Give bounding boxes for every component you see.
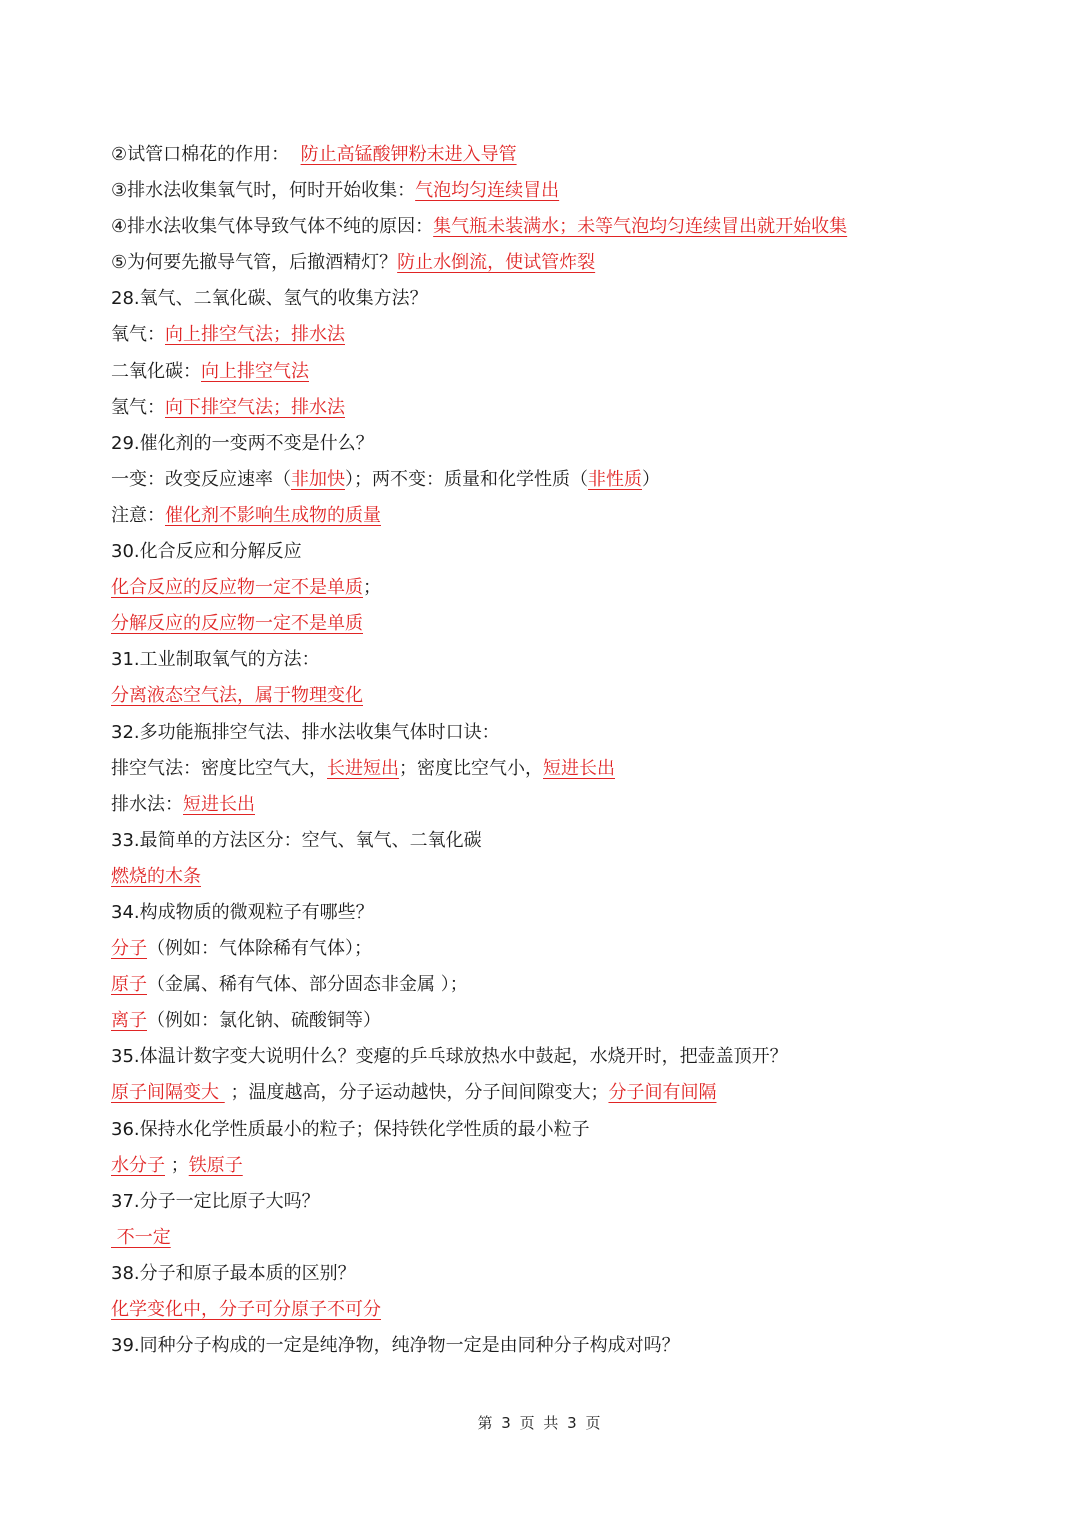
question-text: ；温度越高，分子运动越快，分子间间隙变大；: [224, 1082, 609, 1104]
text-line: [111, 281, 1011, 317]
answer-text: 短进长出: [183, 793, 255, 815]
question-text: 39.同种分子构成的一定是纯净物，纯净物一定是由同种分子构成对吗？: [111, 1335, 680, 1357]
answer-text: 非性质: [588, 468, 642, 490]
question-text: ；密度比空气小，: [399, 757, 543, 779]
answer-text: 向上排空气法: [201, 360, 309, 382]
question-text: （例如：氯化钠、硫酸铜等）: [147, 1010, 381, 1032]
text-line: [111, 642, 1011, 678]
question-text: ）；两不变：质量和化学性质（: [345, 468, 588, 490]
answer-text: 向下排空气法；排水法: [165, 396, 345, 418]
text-line: [111, 462, 1011, 498]
answer-text: 分子: [111, 938, 147, 960]
text-line: [111, 1256, 1011, 1292]
question-text: 排水法：: [111, 793, 183, 815]
question-text: 氧气：: [111, 324, 165, 346]
text-line: [111, 823, 1011, 859]
question-text: 注意：: [111, 504, 165, 526]
question-text: （例如：气体除稀有气体）；: [147, 938, 372, 960]
text-line: [111, 173, 1011, 209]
document-body: [111, 137, 1011, 1364]
text-line: [111, 137, 1011, 173]
question-text: ③排水法收集氧气时，何时开始收集：: [111, 180, 416, 202]
text-line: [111, 859, 1011, 895]
text-line: [111, 1112, 1011, 1148]
text-line: [111, 751, 1011, 787]
question-text: 33.最简单的方法区分：空气、氧气、二氧化碳: [111, 829, 482, 851]
question-text: 排空气法：密度比空气大，: [111, 757, 327, 779]
text-line: [111, 715, 1011, 751]
answer-text: 非加快: [291, 468, 345, 490]
text-line: [111, 678, 1011, 714]
text-line: [111, 1328, 1011, 1364]
answer-text: 水分子: [111, 1154, 165, 1176]
answer-text: 防止水倒流，使试管炸裂: [397, 252, 596, 274]
question-text: 一变：改变反应速率（: [111, 468, 291, 490]
question-text: 34.构成物质的微观粒子有哪些？: [111, 901, 374, 923]
question-text: 31.工业制取氧气的方法：: [111, 649, 320, 671]
answer-text: 分解反应的反应物一定不是单质: [111, 613, 363, 635]
text-line: [111, 245, 1011, 281]
question-text: （金属、稀有气体、部分固态非金属 ）；: [147, 974, 468, 996]
answer-text: 集气瓶未装满水；未等气泡均匀连续冒出就开始收集: [433, 216, 848, 238]
text-line: [111, 895, 1011, 931]
question-text: ；: [165, 1154, 189, 1176]
answer-text: 催化剂不影响生成物的质量: [165, 504, 381, 526]
question-text: 30.化合反应和分解反应: [111, 541, 302, 563]
text-line: [111, 354, 1011, 390]
question-text: ④排水法收集气体导致气体不纯的原因：: [111, 216, 434, 238]
text-line: [111, 931, 1011, 967]
question-text: ②试管口棉花的作用：: [111, 144, 301, 165]
question-text: 38.分子和原子最本质的区别？: [111, 1262, 356, 1284]
question-text: 35.体温计数字变大说明什么？变瘪的乒乓球放热水中鼓起，水烧开时，把壶盖顶开？: [111, 1046, 788, 1068]
question-text: 氢气：: [111, 396, 165, 418]
text-line: [111, 570, 1011, 606]
question-text: 32.多功能瓶排空气法、排水法收集气体时口诀：: [111, 721, 500, 743]
text-line: [111, 1292, 1011, 1328]
question-text: 二氧化碳：: [111, 360, 201, 382]
text-line: [111, 390, 1011, 426]
answer-text: 铁原子: [188, 1154, 243, 1176]
question-text: 29.催化剂的一变两不变是什么？: [111, 432, 374, 454]
answer-text: 分子间有间隔: [608, 1082, 717, 1104]
text-line: [111, 1039, 1011, 1075]
question-text: 28.氧气、二氧化碳、氢气的收集方法？: [111, 288, 428, 310]
text-line: [111, 787, 1011, 823]
answer-text: 防止高锰酸钾粉末进入导管: [300, 144, 517, 165]
text-line: [111, 1148, 1011, 1184]
answer-text: 不一定: [111, 1226, 171, 1248]
answer-text: 离子: [111, 1010, 147, 1032]
text-line: [111, 426, 1011, 462]
text-line: [111, 1184, 1011, 1220]
text-line: [111, 606, 1011, 642]
text-line: [111, 1220, 1011, 1256]
page-footer: 第 3 页 共 3 页: [477, 1414, 603, 1432]
text-line: [111, 317, 1011, 353]
text-line: [111, 1075, 1011, 1111]
question-text: ）: [642, 468, 660, 490]
answer-text: 原子间隔变大: [111, 1082, 225, 1104]
answer-text: 气泡均匀连续冒出: [415, 180, 560, 202]
answer-text: 短进长出: [543, 757, 615, 779]
text-line: [111, 534, 1011, 570]
answer-text: 化学变化中，分子可分原子不可分: [111, 1299, 381, 1320]
answer-text: 长进短出: [327, 757, 399, 779]
question-text: 37.分子一定比原子大吗？: [111, 1190, 320, 1212]
question-text: ⑤为何要先撤导气管，后撤酒精灯？: [111, 252, 398, 274]
question-text: ；: [363, 577, 381, 599]
text-line: [111, 498, 1011, 534]
answer-text: 燃烧的木条: [111, 865, 201, 887]
answer-text: 化合反应的反应物一定不是单质: [111, 577, 363, 599]
question-text: 36.保持水化学性质最小的粒子；保持铁化学性质的最小粒子: [111, 1118, 590, 1140]
answer-text: 原子: [111, 974, 147, 996]
text-line: [111, 1003, 1011, 1039]
text-line: [111, 967, 1011, 1003]
answer-text: 分离液态空气法，属于物理变化: [111, 685, 363, 707]
answer-text: 向上排空气法；排水法: [165, 324, 345, 346]
text-line: [111, 209, 1011, 245]
